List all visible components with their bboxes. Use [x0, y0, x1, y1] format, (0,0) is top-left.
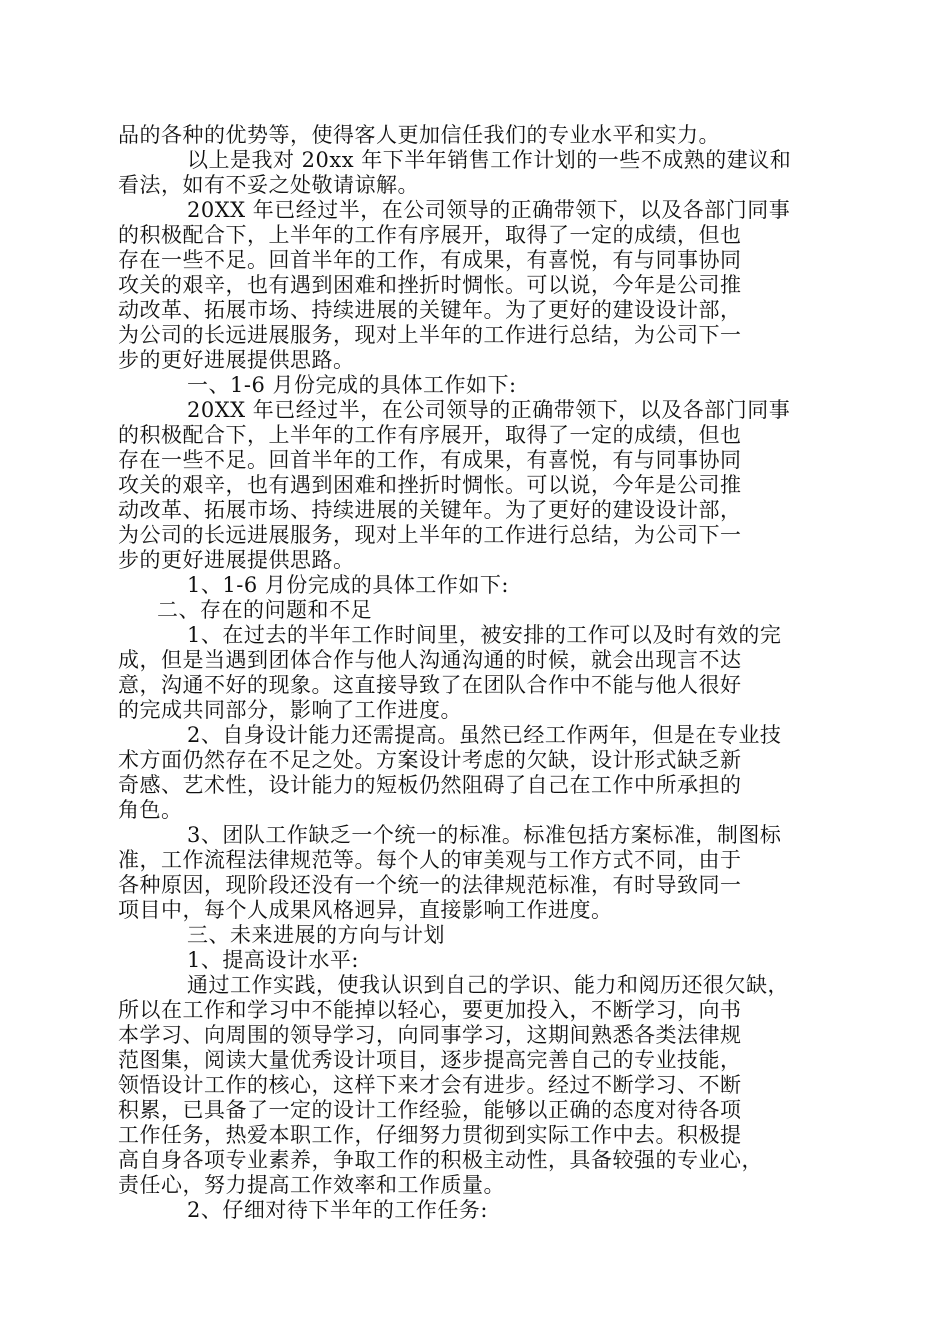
text-line: 步的更好进展提供思路。 [118, 348, 355, 372]
text-line: 高自身各项专业素养，争取工作的积极主动性，具备较强的专业心， [118, 1148, 763, 1172]
text-line: 各种原因，现阶段还没有一个统一的法律规范标准，有时导致同一 [118, 873, 742, 897]
text-line: 通过工作实践，使我认识到自己的学识、能力和阅历还很欠缺， [187, 973, 789, 997]
text-line: 存在一些不足。回首半年的工作，有成果，有喜悦，有与同事协同 [118, 448, 742, 472]
subsection-heading: 1、1-6 月份完成的具体工作如下: [187, 573, 509, 597]
subsection-heading: 2、仔细对待下半年的工作任务: [187, 1198, 488, 1222]
text-line: 以上是我对 20xx 年下半年销售工作计划的一些不成熟的建议和 [187, 148, 792, 172]
text-line: 术方面仍然存在不足之处。方案设计考虑的欠缺，设计形式缺乏新 [118, 748, 742, 772]
section-heading: 一、1-6 月份完成的具体工作如下: [187, 373, 517, 397]
text-line: 为公司的长远进展服务，现对上半年的工作进行总结，为公司下一 [118, 323, 742, 347]
text-line: 范图集，阅读大量优秀设计项目，逐步提高完善自己的专业技能， [118, 1048, 742, 1072]
text-line: 20XX 年已经过半，在公司领导的正确带领下，以及各部门同事 [187, 398, 791, 422]
text-line: 动改革、拓展市场、持续进展的关键年。为了更好的建设设计部， [118, 498, 742, 522]
text-line: 责任心，努力提高工作效率和工作质量。 [118, 1173, 505, 1197]
text-line: 的完成共同部分，影响了工作进度。 [118, 698, 462, 722]
text-line: 的积极配合下，上半年的工作有序展开，取得了一定的成绩，但也 [118, 223, 742, 247]
text-line: 准，工作流程法律规范等。每个人的审美观与工作方式不同，由于 [118, 848, 742, 872]
text-line: 步的更好进展提供思路。 [118, 548, 355, 572]
text-line: 角色。 [118, 798, 183, 822]
text-line: 本学习、向周围的领导学习，向同事学习，这期间熟悉各类法律规 [118, 1023, 742, 1047]
text-line: 20XX 年已经过半，在公司领导的正确带领下，以及各部门同事 [187, 198, 791, 222]
text-line: 存在一些不足。回首半年的工作，有成果，有喜悦，有与同事协同 [118, 248, 742, 272]
text-line: 意，沟通不好的现象。这直接导致了在团队合作中不能与他人很好 [118, 673, 742, 697]
text-line: 工作任务，热爱本职工作，仔细努力贯彻到实际工作中去。积极提 [118, 1123, 742, 1147]
subsection-heading: 1、提高设计水平: [187, 948, 359, 972]
text-line: 3、团队工作缺乏一个统一的标准。标准包括方案标准，制图标 [187, 823, 782, 847]
text-line: 项目中，每个人成果风格迥异，直接影响工作进度。 [118, 898, 613, 922]
text-line: 2、自身设计能力还需提高。虽然已经工作两年，但是在专业技 [187, 723, 782, 747]
text-line: 领悟设计工作的核心，这样下来才会有进步。经过不断学习、不断 [118, 1073, 742, 1097]
text-line: 看法，如有不妥之处敬请谅解。 [118, 173, 419, 197]
text-line: 成，但是当遇到团体合作与他人沟通沟通的时候，就会出现言不达 [118, 648, 742, 672]
text-line: 为公司的长远进展服务，现对上半年的工作进行总结，为公司下一 [118, 523, 742, 547]
text-line: 品的各种的优势等，使得客人更加信任我们的专业水平和实力。 [118, 123, 720, 147]
section-heading: 二、存在的问题和不足 [157, 598, 372, 622]
text-line: 攻关的艰辛，也有遇到困难和挫折时惆怅。可以说，今年是公司推 [118, 273, 742, 297]
text-line: 攻关的艰辛，也有遇到困难和挫折时惆怅。可以说，今年是公司推 [118, 473, 742, 497]
text-line: 1、在过去的半年工作时间里，被安排的工作可以及时有效的完 [187, 623, 782, 647]
text-line: 动改革、拓展市场、持续进展的关键年。为了更好的建设设计部， [118, 298, 742, 322]
text-line: 奇感、艺术性，设计能力的短板仍然阻碍了自己在工作中所承担的 [118, 773, 742, 797]
text-line: 积累，已具备了一定的设计工作经验，能够以正确的态度对待各项 [118, 1098, 742, 1122]
text-line: 所以在工作和学习中不能掉以轻心，要更加投入，不断学习，向书 [118, 998, 742, 1022]
text-line: 的积极配合下，上半年的工作有序展开，取得了一定的成绩，但也 [118, 423, 742, 447]
section-heading: 三、未来进展的方向与计划 [187, 923, 445, 947]
